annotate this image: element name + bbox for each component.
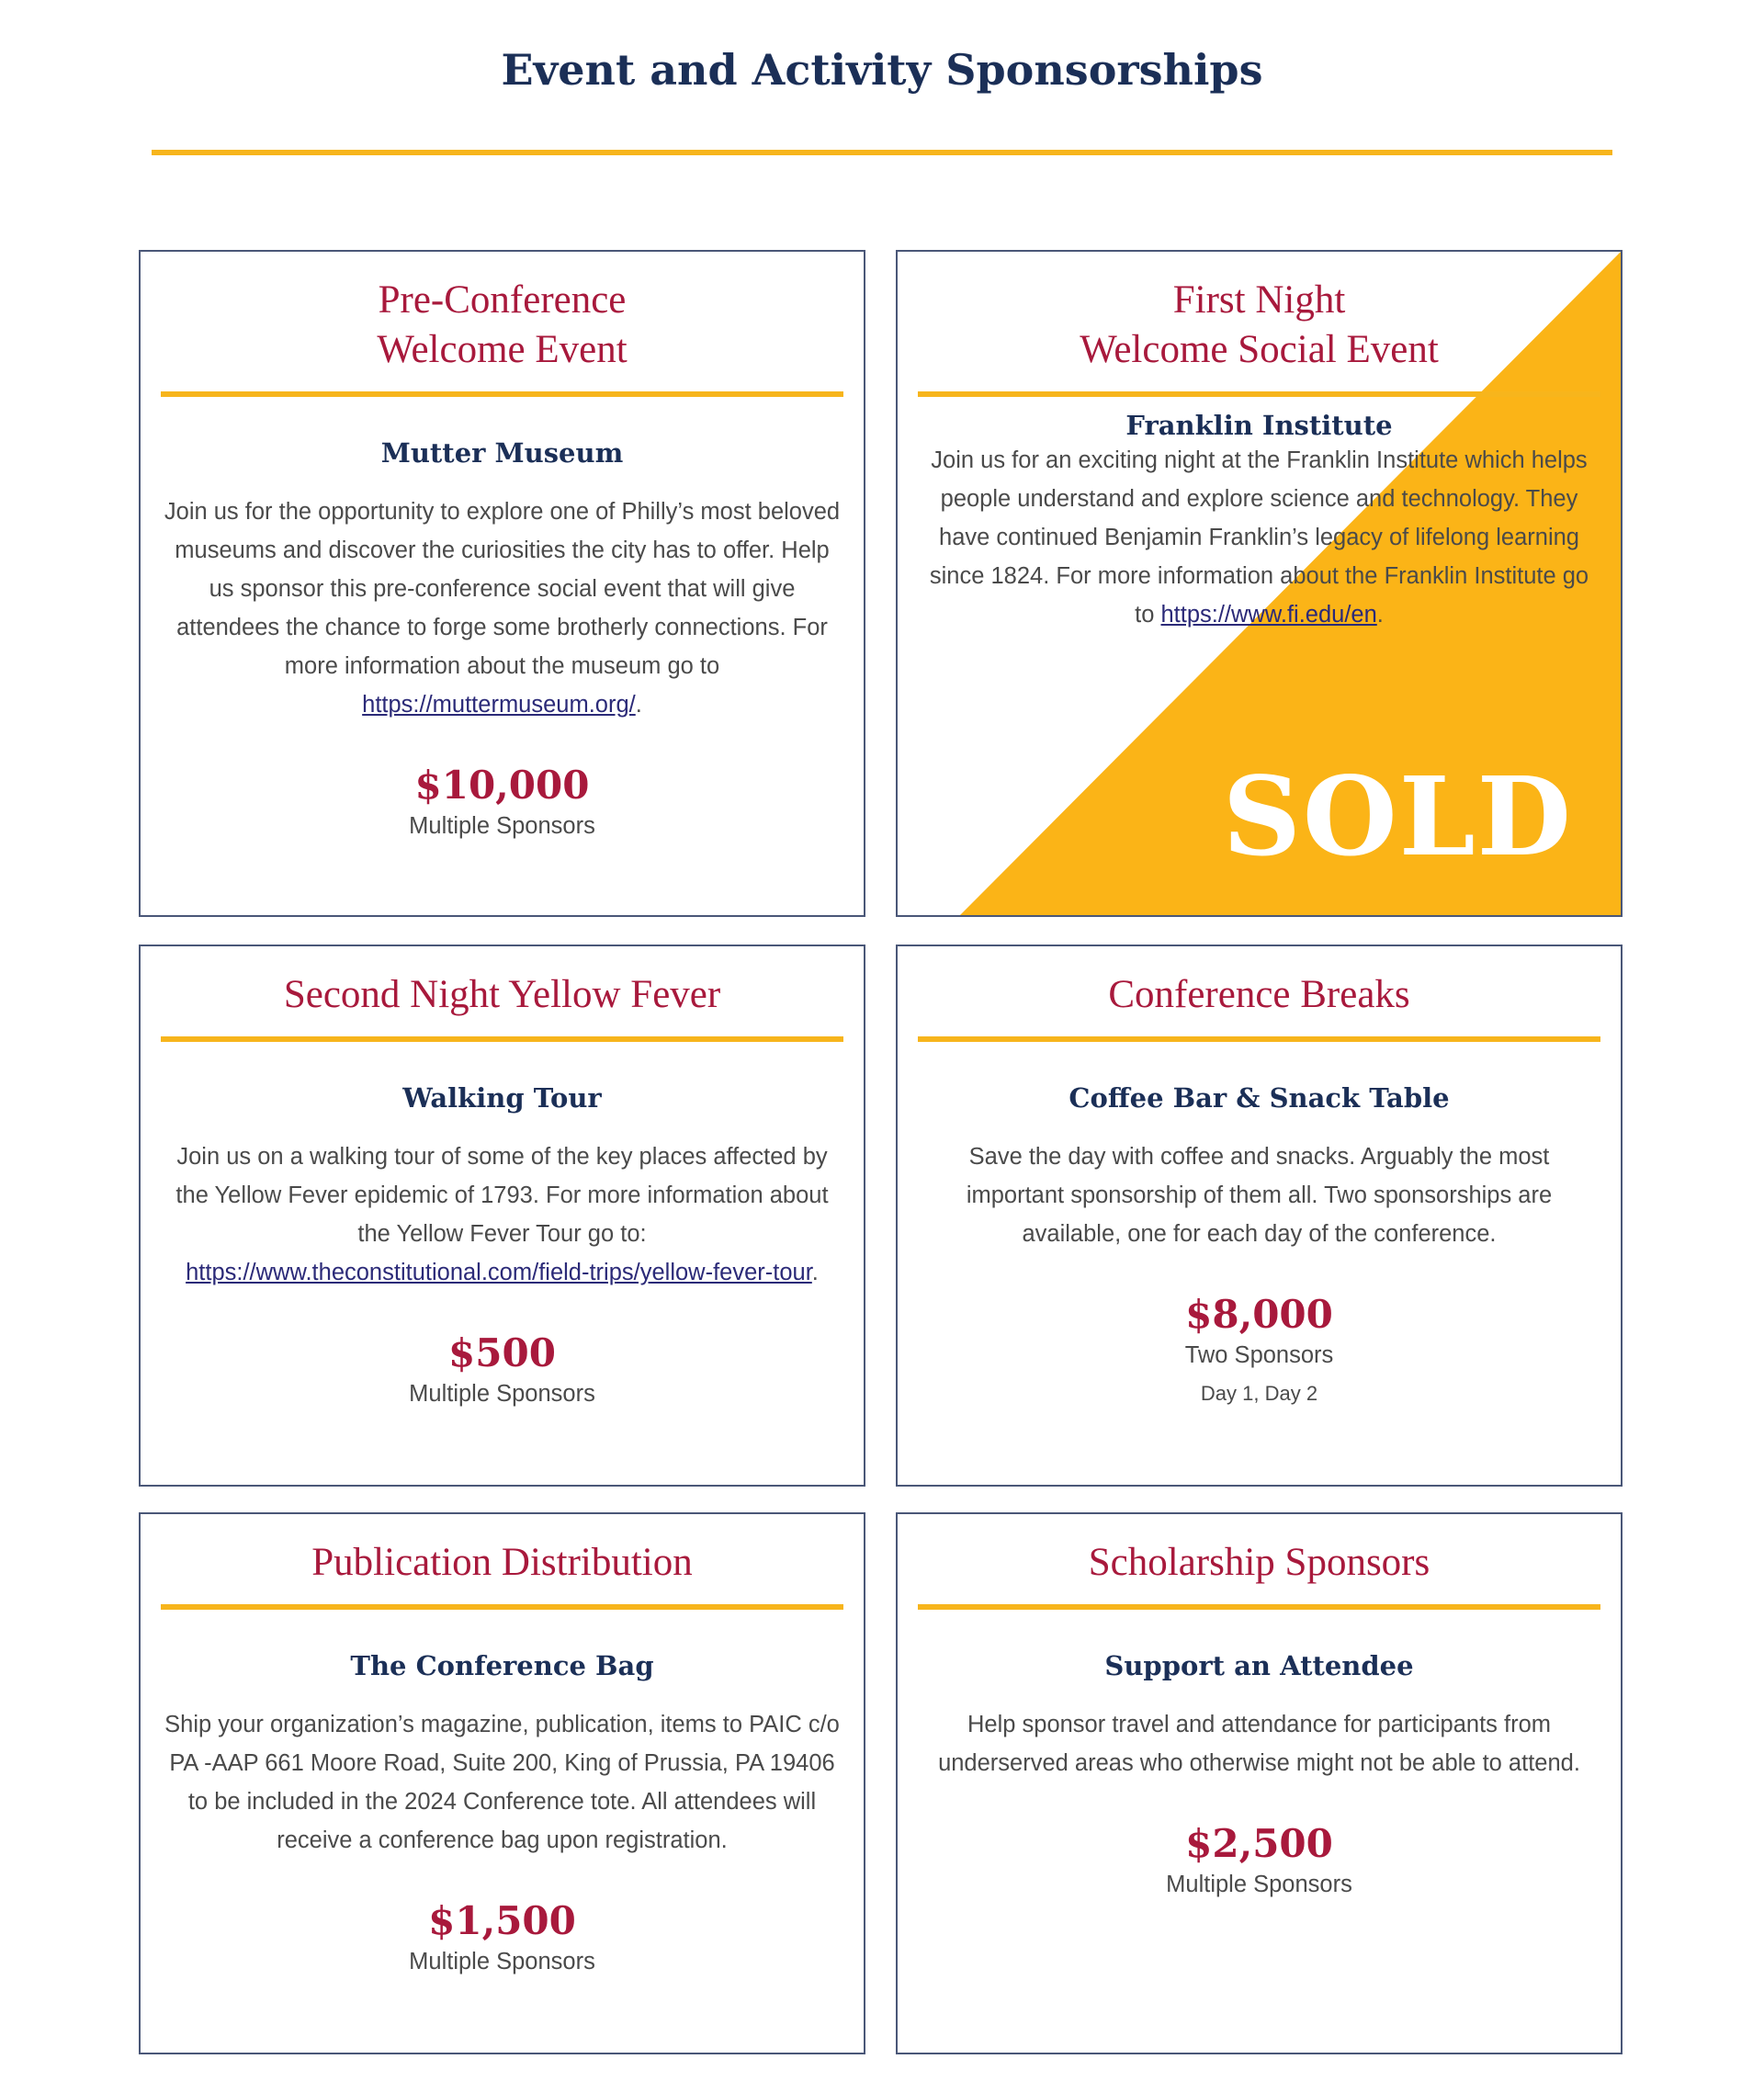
description-text: Join us for the opportunity to explore one of Philly’s most beloved museums and discover the curiosities the city has to offer. Help us sponsor this pre-conference social event that will give attendees the chance to forge some brotherly connections. For more information about the museum go to — [164, 499, 841, 679]
sponsor-count: Multiple Sponsors — [409, 1381, 595, 1407]
card-divider — [161, 391, 843, 397]
sponsorship-card-first-night — [896, 250, 1623, 917]
card-description: Save the day with coffee and snacks. Arguably the most important sponsorship of them all. Two sponsorships are available, one for each day of the conference. — [966, 1144, 1553, 1247]
sponsor-days: Day 1, Day 2 — [1200, 1382, 1318, 1405]
sponsor-count: Two Sponsors — [1184, 1342, 1334, 1368]
sponsor-count: Multiple Sponsors — [409, 813, 595, 839]
card-divider — [918, 1604, 1600, 1610]
card-title: Second Night Yellow Fever — [283, 973, 721, 1016]
sponsorship-card-pre-conference — [139, 250, 865, 917]
description-text: Join us on a walking tour of some of the key places affected by the Yellow Fever epidemic of 1793. For more information about the Yellow Fever Tour go to: — [175, 1144, 829, 1247]
price: $1,500 — [428, 1898, 576, 1943]
sponsorship-card-scholarship — [896, 1512, 1623, 2054]
card-divider — [161, 1036, 843, 1042]
card-description: Help sponsor travel and attendance for participants from underserved areas who otherwise might not be able to attend. — [938, 1712, 1580, 1776]
card-title: Pre-Conference Welcome Event — [377, 278, 628, 371]
price: $8,000 — [1185, 1292, 1333, 1337]
tour-link[interactable]: https://www.theconstitutional.com/field-trips/yellow-fever-tour — [186, 1260, 812, 1285]
price: $2,500 — [1185, 1821, 1333, 1866]
price: $500 — [448, 1330, 556, 1375]
price: $10,000 — [414, 763, 590, 808]
card-title: Conference Breaks — [1108, 973, 1410, 1016]
card-subtitle: Franklin Institute — [1125, 410, 1393, 441]
card-title: Publication Distribution — [311, 1541, 693, 1584]
title-divider — [152, 150, 1612, 155]
card-description — [141, 1137, 864, 1292]
card-subtitle: Mutter Museum — [380, 437, 624, 469]
card-description — [898, 441, 1621, 634]
museum-link[interactable]: https://muttermuseum.org/ — [362, 692, 636, 718]
card-subtitle: Walking Tour — [402, 1082, 602, 1114]
page-title: Event and Activity Sponsorships — [501, 45, 1263, 95]
card-divider — [161, 1604, 843, 1610]
card-divider — [918, 1036, 1600, 1042]
card-description — [141, 492, 864, 724]
card-title: Scholarship Sponsors — [1088, 1541, 1430, 1584]
description-end: . — [1376, 602, 1384, 628]
franklin-link[interactable]: https://www.fi.edu/en — [1160, 602, 1377, 628]
sponsorship-card-publication — [139, 1512, 865, 2054]
sponsor-count: Multiple Sponsors — [409, 1949, 595, 1974]
card-subtitle: Coffee Bar & Snack Table — [1069, 1082, 1450, 1114]
description-end: . — [811, 1260, 819, 1285]
sponsorship-card-yellow-fever — [139, 945, 865, 1487]
description-text: Join us for an exciting night at the Franklin Institute which helps people understand and explore science and technology. They have continued Benjamin Franklin’s legacy of lifelong learning since 1824. For more information about the Franklin Institute go to — [929, 447, 1589, 628]
card-subtitle: Support an Attendee — [1104, 1650, 1414, 1681]
card-title: First Night Welcome Social Event — [1080, 278, 1439, 371]
description-end: . — [635, 692, 642, 718]
sponsorship-card-conference-breaks — [896, 945, 1623, 1487]
sponsor-count: Multiple Sponsors — [1166, 1872, 1352, 1897]
sold-label: SOLD — [1222, 752, 1573, 880]
card-description: Ship your organization’s magazine, publication, items to PAIC c/o PA -AAP 661 Moore Road, Suite 200, King of Prussia, PA 19406 to be included in the 2024 Conference tote. All attendees will receive a conference bag upon registration. — [164, 1712, 840, 1853]
card-subtitle: The Conference Bag — [350, 1650, 654, 1681]
card-divider — [918, 391, 1600, 397]
